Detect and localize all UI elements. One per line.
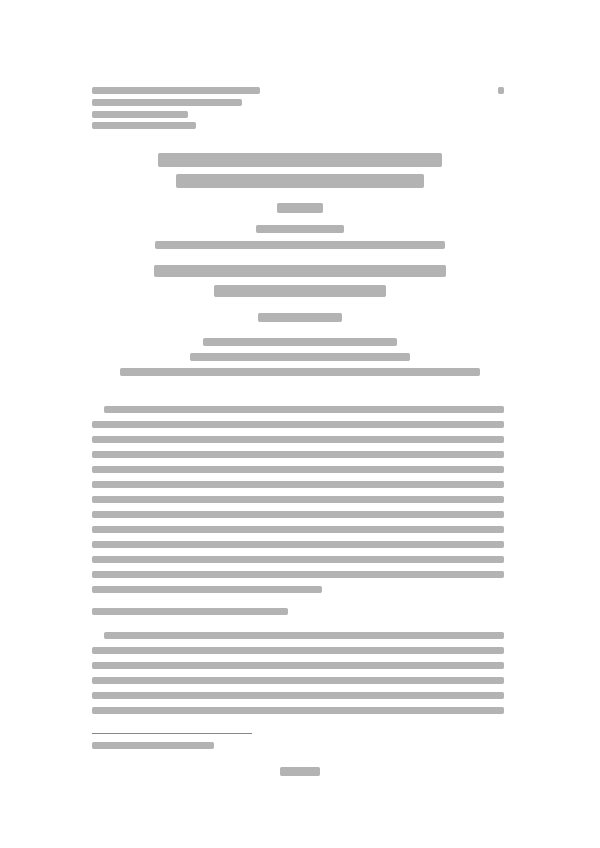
english-author — [258, 313, 342, 322]
abstract-line — [92, 496, 504, 503]
title-line — [158, 153, 442, 167]
affiliation-line — [120, 368, 480, 376]
abstract-line — [92, 481, 504, 488]
footer-page-number — [280, 767, 320, 776]
abstract-line — [92, 541, 504, 548]
abstract-line — [92, 692, 504, 699]
footnote-separator — [92, 733, 252, 734]
title-line — [214, 285, 386, 297]
abstract-line — [92, 707, 504, 714]
title-line — [176, 174, 424, 188]
footnote — [92, 742, 214, 749]
abstract-line — [92, 586, 322, 593]
abstract-line — [92, 451, 504, 458]
affiliation-line — [190, 353, 410, 361]
korean-dates — [155, 241, 445, 249]
citation-line — [92, 122, 196, 129]
abstract-line — [104, 632, 504, 639]
korean-author — [277, 203, 323, 213]
abstract-line — [92, 571, 504, 578]
abstract-line — [92, 466, 504, 473]
abstract-line — [92, 421, 504, 428]
header-page-number — [498, 87, 504, 94]
abstract-line — [92, 436, 504, 443]
citation-line — [92, 87, 260, 94]
abstract-line — [92, 511, 504, 518]
abstract-line — [92, 556, 504, 563]
citation-line — [92, 111, 188, 118]
abstract-line — [92, 662, 504, 669]
title-line — [154, 265, 446, 277]
abstract-line — [92, 677, 504, 684]
korean-keywords — [92, 608, 288, 615]
citation-line — [92, 99, 242, 106]
korean-affiliation — [256, 225, 344, 233]
affiliation-line — [203, 338, 397, 346]
abstract-line — [92, 526, 504, 533]
abstract-line — [92, 647, 504, 654]
abstract-line — [104, 406, 504, 413]
